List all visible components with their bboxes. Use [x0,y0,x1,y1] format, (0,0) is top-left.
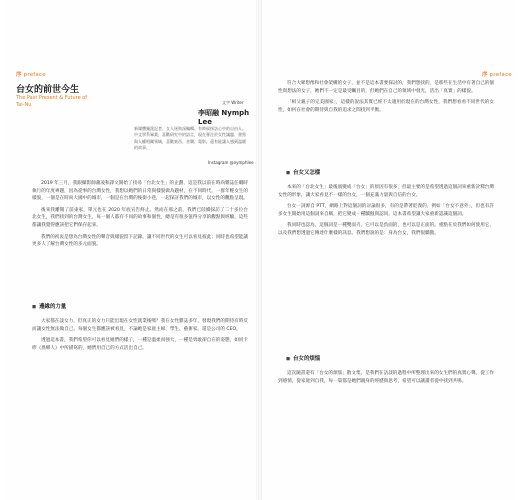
paragraph: 本來的「台北女生」最後演變成「台女」的原因有很多，但最主要的是希望透過這個詞來重新詮釋台灣女性的形象，讓大家看見不一樣的台女，一個充滿力量與自信的台女。 [278,185,494,198]
author-bio: 新媒體獨派記者、女人迷資深編輯、有時候採訪心中的自由人。中文學系畢業，喜歡研究中的語言，現在專注於女性議題、書寫與人權相關領域，喜歡東西、音樂、電影，還有能讓人感到溫暖的故事。 [134,126,246,151]
preface-label [482,70,512,78]
section-heading-text: 台女又怎樣 [293,170,321,176]
section-heading: ◼ 台女又怎樣 [286,170,321,176]
right-page [264,0,516,500]
paragraph: 後來我離開了前東家，單元也在 2020 年底宣告終止。然而在那之前，我們已陸續採訪了二十多位台北女生，我們找到的台灣女生，每一個人都有不同的故事和個性，總是有很多值得分享的觀點與經驗，這些都讓我覺得應該把它們保存起來。 [32,207,248,228]
paragraph: 2019 年三月，我跟攝影師蕭凌和譯文開始了找尋「台北女生」的企劃，這是我以前在時尚雜誌任職時執行的年度專題，因為從事的台灣女性，我想以她們的日常與樣貌做為題材，在不同時代，一群年輕女生的樣貌，一個是在時尚大國中的城市，一個是在台灣的後街小巷，一起探討我們的城市，以女性的觀點呈現。 [32,181,248,202]
paragraph: 「相父親子的完美國家」，這樣的說法其實已經不太適用於現在的台灣女性，我們想看看不同世代的女性，如何在社會的期待與自我的追求之間找到平衡。 [278,100,494,113]
writer-label: 文字 Writer [222,100,244,105]
intro-body [32,180,248,253]
paragraph: 我同時也認為，這個詞是一種雙面刃，它可以是負面的，也可以是正面的。重點在於我們如何使用它，以及我們想透過它傳達什麼樣的訊息。我們想說的是：身為台女，我們很驕傲。 [278,223,494,236]
paragraph: 大家都在談女力，但真正的女力只能出現在女性就業後嗎？我在女性雜誌多年，發現我們的期待有時反而讓女性無法做自己。每個女生都應該被看見，不論她是家庭主婦、學生、藝術家，還是公司的 CEO。 [32,319,248,332]
preface-en: preface [23,72,46,78]
paragraph: 我們的初衷是想為台灣女性的聲音與樣貌留下記錄，讓不同世代的女生可以看見彼此；同時也希望能讓更多人了解台灣女性的多元面貌。 [32,234,248,248]
left-page [4,0,256,500]
author-instagram: Instagram @nymphlee [208,160,254,165]
preface-cn: 序 [16,72,22,78]
section-heading-text: 台女的煩惱 [293,356,321,362]
section-heading-text: 邊緣的力量 [39,304,67,310]
book-gutter [258,0,262,500]
section-heading: ◼ 邊緣的力量 [32,304,67,310]
right-body-bottom [278,370,494,389]
paragraph: 這次隨書還有「台女的煩惱」散文集，是我們在訪談的過程中所整理出來的女生們的真實心聲。從工作到感情，從家庭到自我，每一篇都是她們親身的經歷與思考，希望可以讓讀者從中找到共鳴。 [278,371,494,384]
paragraph: 符合大眾想像和社會架構的女子，並不是這本書要探討的，我們想找的，是那些在生活中有著自己的個性與想法的女子，她們不一定是最受矚目的，但她們在自己的領域中發光，活出「真實」的樣貌。 [278,81,494,94]
article-title: 台女的前世今生 [16,85,80,95]
article-subtitle: The Past Present & Future of Tai-Nu [16,95,88,108]
paragraph: 透過這本書，我們希望你可以看見她們的樣子，一種是溫柔而強大，一種是勇敢卻自在的姿態，如同卡繆《異鄉人》中所描寫的，她們用自己的方式活出自己。 [32,338,248,351]
preface-label [16,70,46,78]
paragraph: 台女一詞源自 PTT，網路上對這個詞的討論很多，有的是帶著貶義的，例如「台女不意外」，但也有許多女生開始用這個詞來自稱，把它變成一種驕傲與認同。這本書希望讓大家重新認識這個詞。 [278,204,494,217]
right-body-mid [278,184,494,242]
preface-en: preface [489,72,512,78]
section-heading: ◼ 台女的煩惱 [286,356,321,362]
author-name: 李昭融 Nymph Lee [198,109,250,126]
section-body [32,318,248,356]
preface-cn: 序 [482,72,488,78]
right-body-top [278,80,494,118]
